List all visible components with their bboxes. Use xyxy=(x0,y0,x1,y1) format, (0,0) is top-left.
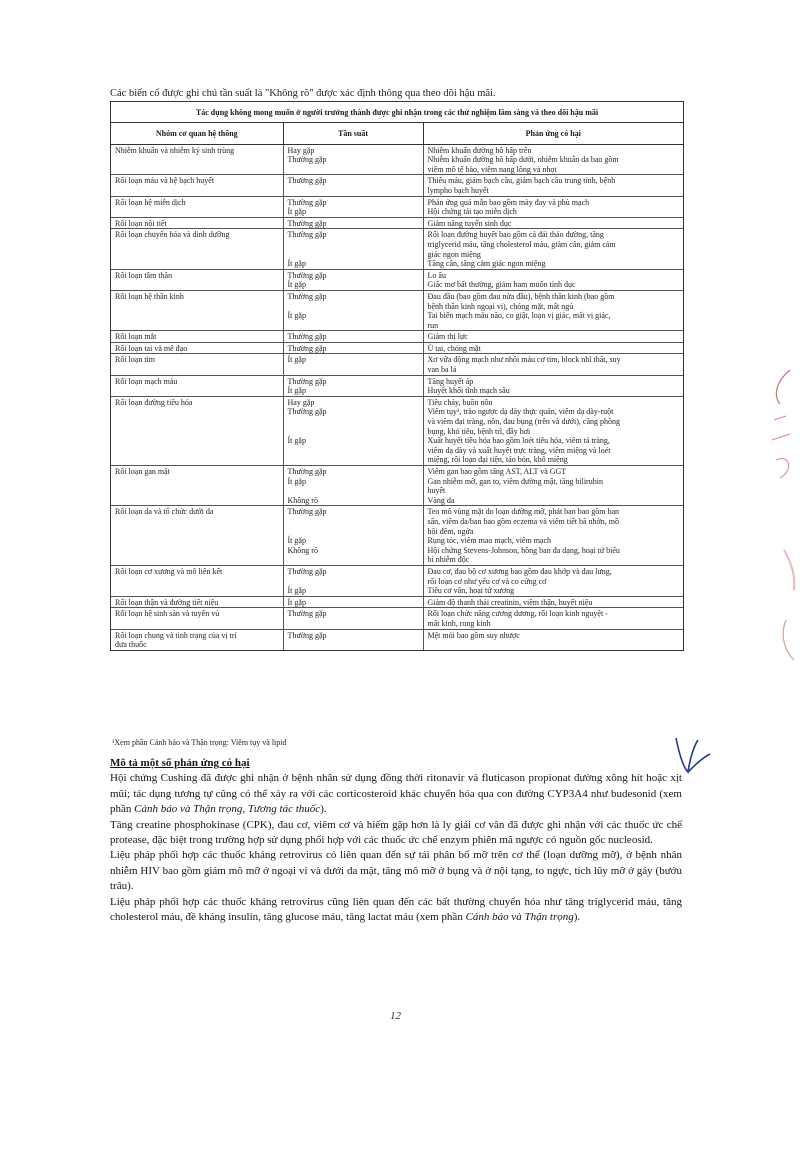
table-row xyxy=(111,608,683,629)
table-row xyxy=(111,354,683,375)
stamp-fragment xyxy=(750,360,800,700)
organ-cell: Rối loạn tim xyxy=(111,354,283,375)
paragraph-metabolic: Liệu pháp phối hợp các thuốc kháng retrovirus cũng liên quan đến các bất thường chuyển hóa như tăng triglycerid máu, tăng cholesterol máu, đề kháng insulin, tăng glucose máu, tăng lactat máu (xem phần Cảnh báo và Thận trọng). xyxy=(110,895,682,924)
reaction-cell: Đau đầu (bao gồm đau nửa đầu), bệnh thần kinh (bao gồm bệnh thần kinh ngoại vi), chóng mặt, mất ngủ Tai biến mạch máu não, co giật, loạn vị giác, mất vị giác, run xyxy=(423,290,683,330)
page-number: 12 xyxy=(390,1010,401,1022)
reaction-cell: Rối loạn chức năng cương dương, rối loạn kinh nguyệt - mất kinh, rong kinh xyxy=(423,608,683,629)
table-row xyxy=(111,175,683,196)
signature-mark xyxy=(672,728,712,778)
table-body xyxy=(111,144,683,650)
frequency-cell: Thường gặp Ít gặp xyxy=(283,229,423,269)
organ-cell: Rối loạn chung và tình trạng của vị trí đưa thuốc xyxy=(111,629,283,650)
organ-cell: Rối loạn tai và mê đạo xyxy=(111,342,283,354)
paragraph-cpk: Tăng creatine phosphokinase (CPK), đau cơ, viêm cơ và hiếm gặp hơn là ly giải cơ vân đã được ghi nhận với các thuốc ức chế protease, đặc biệt trong trường hợp sử dụng phối hợp với các thuốc ức chế enzym phiên mã ngược có nguồn gốc nucleosid. xyxy=(110,818,682,847)
organ-cell: Rối loạn hệ sinh sản và tuyến vú xyxy=(111,608,283,629)
adverse-reactions-table xyxy=(110,101,684,651)
frequency-cell: Thường gặp xyxy=(283,608,423,629)
reaction-cell: Phản ứng quá mẫn bao gồm mày đay và phù mạch Hội chứng tái tạo miễn dịch xyxy=(423,196,683,217)
frequency-cell: Thường gặp Ít gặp Không rõ xyxy=(283,506,423,566)
reaction-cell: Xơ vữa động mạch như nhồi máu cơ tim, block nhĩ thất, suy van ba lá xyxy=(423,354,683,375)
reaction-cell: Giảm độ thanh thải creatinin, viêm thận, huyết niệu xyxy=(423,596,683,608)
frequency-cell: Thường gặp Ít gặp xyxy=(283,375,423,396)
reaction-cell: Tiêu chảy, buồn nôn Viêm tụy¹, trào ngược dạ dày thực quản, viêm dạ dày-ruột và viêm đại tràng, nôn, đau bụng (trên và dưới), căng phồng bụng, khó tiêu, bệnh trĩ, đầy hơi Xuất huyết tiêu hóa bao gồm loét tiêu hóa, viêm tá tràng, viêm dạ dày và xuất huyết trực tràng, viêm miệng và loét miệng, rối loạn đại tiện, táo bón, khô miệng xyxy=(423,396,683,465)
section-heading: Mô tả một số phản ứng có hại xyxy=(110,757,250,769)
organ-cell: Rối loạn gan mật xyxy=(111,466,283,506)
organ-cell: Rối loạn cơ xương và mô liên kết xyxy=(111,565,283,596)
frequency-cell: Thường gặp xyxy=(283,629,423,650)
organ-cell: Rối loạn tâm thần xyxy=(111,269,283,290)
reaction-cell: Giảm thị lực xyxy=(423,331,683,343)
reaction-cell: Teo mô vùng mặt do loạn dưỡng mỡ, phát ban bao gồm ban sẩn, viêm da/ban bao gồm eczema và viêm tiết bã nhờn, mồ hôi đêm, ngứa Rụng tóc, viêm mao mạch, viêm mạch Hội chứng Stevens-Johnson, hồng ban đa dạng, hoại tử biểu bì nhiễm độc xyxy=(423,506,683,566)
table-row xyxy=(111,506,683,566)
organ-cell: Rối loạn nội tiết xyxy=(111,217,283,229)
frequency-cell: Thường gặp Ít gặp xyxy=(283,196,423,217)
table-row xyxy=(111,217,683,229)
table-row xyxy=(111,196,683,217)
table-row xyxy=(111,342,683,354)
reaction-cell: Viêm gan bao gồm tăng AST, ALT và GGT Gan nhiễm mỡ, gan to, viêm đường mật, tăng bilirubin huyết Vàng da xyxy=(423,466,683,506)
frequency-cell: Ít gặp xyxy=(283,596,423,608)
frequency-cell: Thường gặp Ít gặp Không rõ xyxy=(283,466,423,506)
reaction-cell: Rối loạn đường huyết bao gồm cả đái tháo đường, tăng triglycerid máu, tăng cholesterol máu, giảm cân, giảm cảm giác ngon miệng Tăng cân, tăng cảm giác ngon miệng xyxy=(423,229,683,269)
table-row xyxy=(111,331,683,343)
table-row xyxy=(111,565,683,596)
reaction-cell: Ù tai, chóng mặt xyxy=(423,342,683,354)
header-frequency: Tần suất xyxy=(283,123,423,144)
reaction-cell: Nhiễm khuẩn đường hô hấp trên Nhiễm khuẩn đường hô hấp dưới, nhiễm khuẩn da bao gồm viêm mô tế bào, viêm nang lông và nhọt xyxy=(423,144,683,175)
table-row xyxy=(111,229,683,269)
reaction-cell: Lo âu Giấc mơ bất thường, giảm ham muốn tình dục xyxy=(423,269,683,290)
organ-cell: Rối loạn máu và hệ bạch huyết xyxy=(111,175,283,196)
table-footnote: ¹Xem phần Cảnh báo và Thận trọng: Viêm tụy và lipid xyxy=(112,738,287,747)
table-title: Tác dụng không mong muốn ở người trưởng thành được ghi nhận trong các thử nghiệm lâm sàng và theo dõi hậu mãi xyxy=(111,102,683,123)
reactions-description-section xyxy=(110,756,682,925)
table-row xyxy=(111,269,683,290)
frequency-cell: Ít gặp xyxy=(283,354,423,375)
reaction-cell: Đau cơ, đau bộ cơ xương bao gồm đau khớp và đau lưng, rối loạn cơ như yếu cơ và co cứng cơ Tiêu cơ vân, hoại tử xương xyxy=(423,565,683,596)
table-row xyxy=(111,629,683,650)
organ-cell: Rối loạn mắt xyxy=(111,331,283,343)
table-row xyxy=(111,144,683,175)
intro-text: Các biến cố được ghi chú tần suất là "Không rõ" được xác định thông qua theo dõi hậu mãi. xyxy=(110,88,496,99)
table-row xyxy=(111,290,683,330)
frequency-cell: Thường gặp Ít gặp xyxy=(283,565,423,596)
reaction-cell: Thiếu máu, giảm bạch cầu, giảm bạch cầu trung tính, bệnh lympho bạch huyết xyxy=(423,175,683,196)
frequency-cell: Thường gặp Ít gặp xyxy=(283,269,423,290)
organ-cell: Rối loạn chuyển hóa và dinh dưỡng xyxy=(111,229,283,269)
paragraph-lipodystrophy: Liệu pháp phối hợp các thuốc kháng retrovirus có liên quan đến sự tái phân bố mỡ trên cơ thể (loạn dưỡng mỡ), ở bệnh nhân nhiễm HIV bao gồm giảm mô mỡ ở ngoại vi và dưới da mặt, tăng mô mỡ ở bụng và ở nội tạng, to ngực, tích lũy mỡ ở gáy (bướu trâu). xyxy=(110,849,682,893)
frequency-cell: Thường gặp xyxy=(283,331,423,343)
table-header-row xyxy=(111,123,683,144)
table-grid xyxy=(111,123,683,650)
header-organ: Nhóm cơ quan hệ thống xyxy=(111,123,283,144)
table-row xyxy=(111,596,683,608)
header-reaction: Phản ứng có hại xyxy=(423,123,683,144)
organ-cell: Rối loạn da và tổ chức dưới da xyxy=(111,506,283,566)
frequency-cell: Hay gặp Thường gặp xyxy=(283,144,423,175)
frequency-cell: Hay gặp Thường gặp Ít gặp xyxy=(283,396,423,465)
organ-cell: Rối loạn đường tiêu hóa xyxy=(111,396,283,465)
organ-cell: Rối loạn hệ miễn dịch xyxy=(111,196,283,217)
frequency-cell: Thường gặp xyxy=(283,342,423,354)
table-row xyxy=(111,466,683,506)
organ-cell: Rối loạn thận và đường tiết niệu xyxy=(111,596,283,608)
reaction-cell: Giảm năng tuyến sinh dục xyxy=(423,217,683,229)
frequency-cell: Thường gặp Ít gặp xyxy=(283,290,423,330)
table-row xyxy=(111,396,683,465)
organ-cell: Rối loạn hệ thần kinh xyxy=(111,290,283,330)
organ-cell: Rối loạn mạch máu xyxy=(111,375,283,396)
frequency-cell: Thường gặp xyxy=(283,217,423,229)
frequency-cell: Thường gặp xyxy=(283,175,423,196)
reaction-cell: Mệt mỏi bao gồm suy nhược xyxy=(427,630,520,640)
paragraph-cushing: Hội chứng Cushing đã được ghi nhận ở bệnh nhân sử dụng đồng thời ritonavir và fluticason propionat đường xông hít hoặc xịt mũi; tác dụng tương tự cũng có thể xảy ra với các corticosteroid khác chuyển hóa qua con đường CYP3A4 như budesonid (xem phần Cảnh báo và Thận trọng, Tương tác thuốc). xyxy=(110,772,682,816)
organ-cell: Nhiễm khuẩn và nhiễm ký sinh trùng xyxy=(111,144,283,175)
table-row xyxy=(111,375,683,396)
reaction-cell: Tăng huyết áp Huyết khối tĩnh mạch sâu xyxy=(423,375,683,396)
